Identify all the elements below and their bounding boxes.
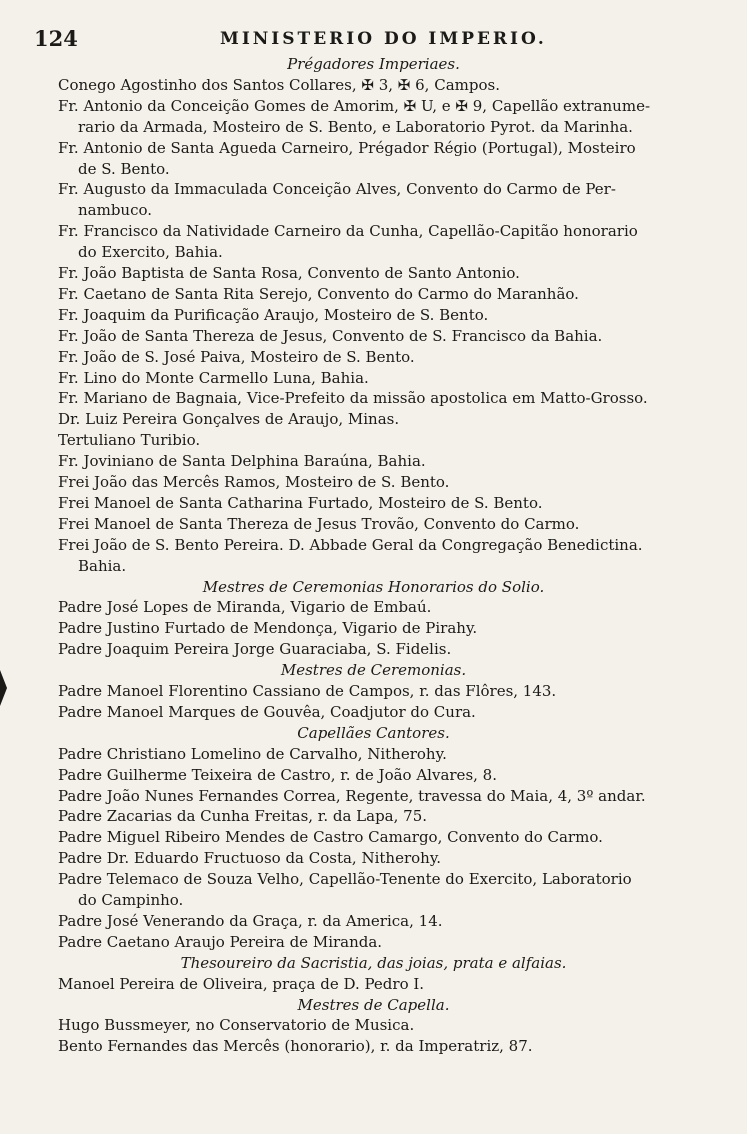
entry-continuation: rario da Armada, Mosteiro de S. Bento, e Laboratorio Pyrot. da Marinha. [78,117,633,136]
page-number: 124 [34,26,78,51]
entry-line: Padre João Nunes Fernandes Correa, Regente, travessa do Maia, 4, 3º andar. [58,786,646,805]
entry-line: Conego Agostinho dos Santos Collares, ✠ 3, ✠ 6, Campos. [58,75,500,94]
entry-line: Frei João das Mercês Ramos, Mosteiro de S. Bento. [58,473,450,491]
entry-continuation: nambuco. [78,201,153,220]
entry-line: Padre Justino Furtado de Mendonça, Vigario de Pirahy. [58,619,478,638]
entry-line: Padre Caetano Araujo Pereira de Miranda. [58,932,383,951]
entry-line: Tertuliano Turibio. [58,431,201,450]
entry-continuation: do Exercito, Bahia. [78,243,223,262]
entry-line: Fr. Joaquim da Purificação Araujo, Mosteiro de S. Bento. [58,305,489,324]
page-header [0,26,747,50]
entry-line: Padre José Venerando da Graça, r. da America, 14. [58,911,443,930]
section-heading: Mestres de Capella. [297,995,450,1014]
entry-line: Fr. Caetano de Santa Rita Serejo, Convento do Carmo do Maranhão. [58,284,579,303]
entry-line: Fr. Antonio da Conceição Gomes de Amorim, ✠ U, e ✠ 9, Capellão extranume- [58,96,651,115]
entry-line: Fr. Lino do Monte Carmello Luna, Bahia. [58,368,369,387]
section-heading: Mestres de Ceremonias Honorarios do Solio. [202,577,545,596]
entry-line: Padre Christiano Lomelino de Carvalho, Nitherohy. [58,744,447,763]
entry-continuation: do Campinho. [78,891,184,909]
entry-line: Padre Telemaco de Souza Velho, Capellão-Tenente do Exercito, Laboratorio [58,870,632,889]
section-heading: Capellães Cantores. [297,723,450,742]
entry-continuation: Bahia. [78,556,127,575]
entry-line: Frei Manoel de Santa Catharina Furtado, Mosteiro de S. Bento. [58,493,543,512]
entry-line: Bento Fernandes das Mercês (honorario), r. da Imperatriz, 87. [58,1037,533,1056]
section-heading: Prégadores Imperiaes. [287,55,460,73]
entry-line: Fr. Augusto da Immaculada Conceição Alves, Convento do Carmo de Per- [58,180,616,199]
entry-line: Dr. Luiz Pereira Gonçalves de Araujo, Minas. [58,410,400,429]
entry-line: Manoel Pereira de Oliveira, praça de D. Pedro I. [58,974,425,993]
entry-line: Hugo Bussmeyer, no Conservatorio de Musica. [58,1016,415,1035]
entry-line: Padre Guilherme Teixeira de Castro, r. de João Alvares, 8. [58,765,497,784]
entry-line: Padre Miguel Ribeiro Mendes de Castro Camargo, Convento do Carmo. [58,828,603,847]
entry-line: Padre Manoel Florentino Cassiano de Campos, r. das Flôres, 143. [58,682,557,700]
entry-line: Padre Manoel Marques de Gouvêa, Coadjutor do Cura. [58,702,476,721]
entry-line: Fr. João de S. José Paiva, Mosteiro de S. Bento. [58,347,415,366]
entry-line: Padre Joaquim Pereira Jorge Guaraciaba, S. Fidelis. [58,640,452,659]
entry-line: Fr. João Baptista de Santa Rosa, Convento de Santo Antonio. [58,264,520,282]
entry-line: Padre José Lopes de Miranda, Vigario de Embaú. [58,598,432,617]
entry-line: Fr. Joviniano de Santa Delphina Baraúna, Bahia. [58,452,426,471]
section-heading: Mestres de Ceremonias. [280,661,467,680]
entry-line: Frei João de S. Bento Pereira. D. Abbade Geral da Congregação Benedictina. [58,535,643,554]
entry-continuation: de S. Bento. [78,159,170,178]
running-title: MINISTERIO DO IMPERIO. [220,29,547,49]
entry-line: Fr. Mariano de Bagnaia, Vice-Prefeito da missão apostolica em Matto-Grosso. [58,389,648,408]
entry-line: Fr. Antonio de Santa Agueda Carneiro, Prégador Régio (Portugal), Mosteiro [58,138,636,157]
entry-line: Padre Dr. Eduardo Fructuoso da Costa, Nitherohy. [58,849,442,868]
entry-line: Padre Zacarias da Cunha Freitas, r. da Lapa, 75. [58,807,428,826]
entry-line: Frei Manoel de Santa Thereza de Jesus Trovão, Convento do Carmo. [58,514,580,533]
section-heading: Thesoureiro da Sacristia, das joias, prata e alfaias. [180,953,567,972]
entry-line: Fr. Francisco da Natividade Carneiro da Cunha, Capellão-Capitão honorario [58,222,638,241]
entry-line: Fr. João de Santa Thereza de Jesus, Convento de S. Francisco da Bahia. [58,326,603,345]
